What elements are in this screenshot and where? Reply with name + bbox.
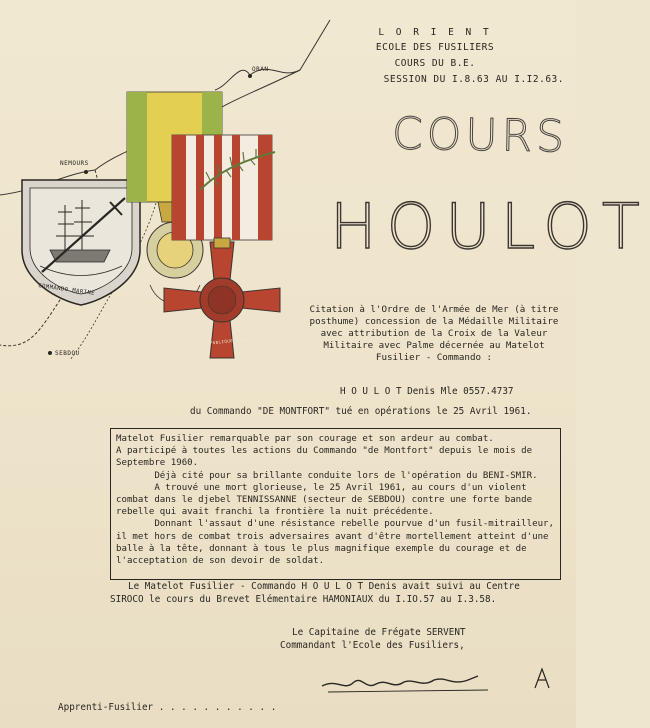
citation-unit-line: du Commando "DE MONTFORT" tué en opérations le 25 Avril 1961. (190, 406, 532, 417)
header-school: ECOLE DES FUSILIERS (375, 42, 495, 53)
header-session: SESSION DU I.8.63 AU I.I2.63. (383, 74, 564, 85)
insignia-label: COMMANDO MARINE (37, 283, 96, 297)
map-label-sebdou: SEBDOU (55, 350, 80, 357)
signatory-title: Commandant l'Ecole des Fusiliers, (280, 640, 465, 651)
title-name: HOULOT (330, 190, 650, 263)
header-city: L O R I E N T (378, 27, 492, 38)
footer-line-1: Le Matelot Fusilier - Commando H O U L O T Denis avait suivi au Centre (128, 581, 520, 592)
medal-inscription: REPUBLIQUE FRANCAISE (203, 334, 263, 347)
title-cours: COURS (391, 108, 569, 163)
map-label-nemours: NEMOURS (60, 160, 89, 167)
citation-box-text: Matelot Fusilier remarquable par son courage et son ardeur au combat. A participé à toutes les actions du Commando "de Montfort" depuis le mois de Septembre 1960. Déjà cité pour sa brillante conduite lors de l'opération du BENI-SMIR. A trouvé une mort glorieuse, le 25 Avril 1961, au cours d'un violent combat dans le djebel TENNISSANNE (secteur de SEBDOU) contre une forte bande rebelle qui avait franchi la frontière la nuit précédente. Donnant l'assaut d'une résistance rebelle pourvue d'un fusil-mitrailleur, il met hors de combat trois adversaires avant d'être mortellement atteint d'une balle à la tête, donnant à tous le plus magnifique exemple du courage et de l'acceptation de son devoir de soldat. (116, 434, 554, 567)
signatory-name: Le Capitaine de Frégate SERVENT (292, 627, 466, 638)
sebdou-dot (48, 351, 52, 355)
citation-intro: Citation à l'Ordre de l'Armée de Mer (à titre posthume) concession de la Médaille Militaire avec attribution de la Croix de la Valeur Militaire avec Palme décernée au Matelot Fusilier - Commando : (309, 304, 559, 363)
oran-dot (248, 74, 252, 78)
map-and-medals-illustration (0, 0, 330, 380)
nemours-dot (84, 170, 88, 174)
initial-mark (532, 666, 552, 692)
header-course: COURS DU B.E. (394, 58, 476, 69)
map-label-oran: ORAN (252, 66, 269, 73)
citation-name-line: H O U L O T Denis Mle 0557.4737 (340, 386, 514, 397)
apprenti-fusilier-field: Apprenti-Fusilier . . . . . . . . . . . (58, 702, 277, 713)
handwritten-signature (318, 668, 518, 698)
footer-line-2: SIROCO le cours du Brevet Elémentaire HAMONIAUX du I.IO.57 au I.3.58. (110, 594, 497, 605)
